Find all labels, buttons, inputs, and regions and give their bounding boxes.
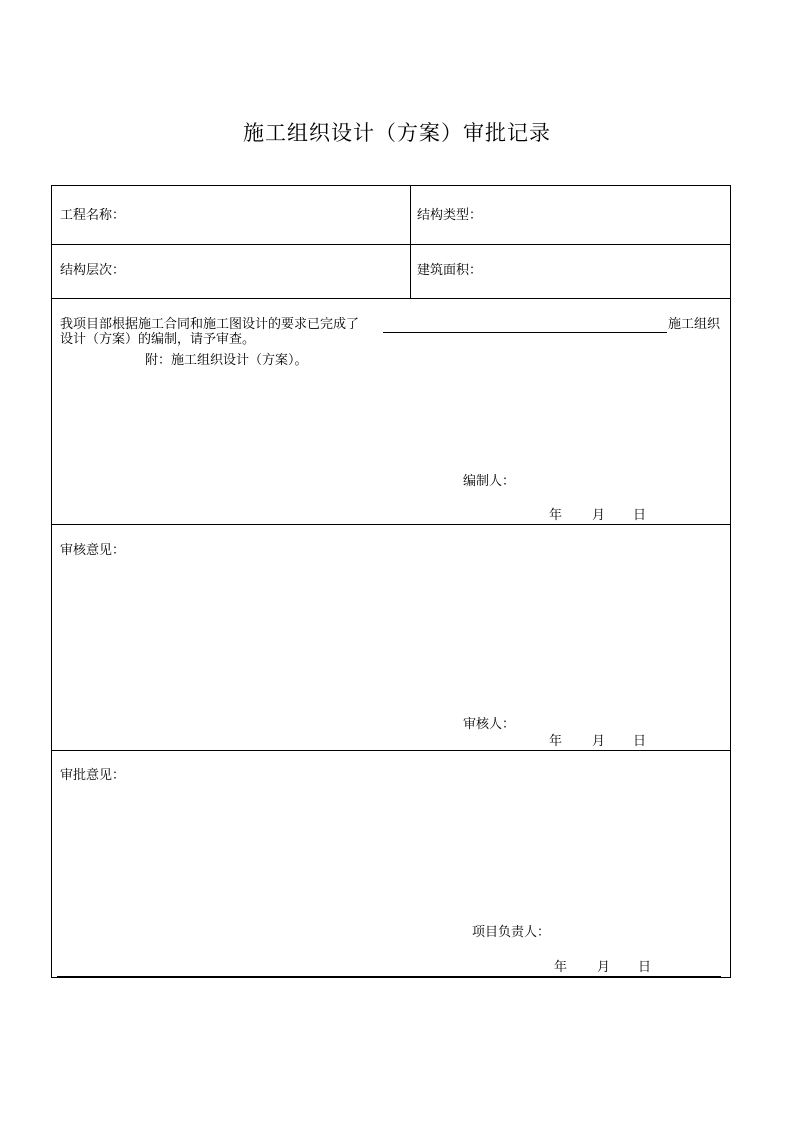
- building-area-label: 建筑面积：: [417, 263, 483, 278]
- row-divider-2: [52, 298, 730, 299]
- date-day: 日: [633, 734, 647, 749]
- date-day: 日: [638, 960, 652, 975]
- date-month: 月: [592, 508, 606, 523]
- signature-date-underline: [57, 976, 721, 977]
- attachment-note: 附：施工组织设计（方案）。: [145, 353, 308, 368]
- column-divider: [410, 186, 411, 298]
- approval-opinion-label: 审批意见：: [60, 768, 126, 783]
- date-year: 年: [554, 960, 568, 975]
- date-day: 日: [633, 508, 647, 523]
- project-manager-label: 项目负责人：: [472, 925, 551, 940]
- preparer-label: 编制人：: [463, 474, 516, 489]
- submission-text-end: 施工组织: [668, 317, 721, 332]
- date-year: 年: [549, 734, 563, 749]
- row-divider-3: [52, 524, 730, 525]
- structure-floors-label: 结构层次：: [60, 263, 126, 278]
- date-month: 月: [597, 960, 611, 975]
- row-divider-4: [52, 750, 730, 751]
- submission-text-line2: 设计（方案）的编制，请予审查。: [60, 332, 256, 347]
- approval-form-table: [51, 185, 731, 978]
- plan-name-underline: [383, 332, 667, 333]
- structure-type-label: 结构类型：: [417, 208, 483, 223]
- date-month: 月: [592, 734, 606, 749]
- review-opinion-label: 审核意见：: [60, 543, 126, 558]
- page-title: 施工组织设计（方案）审批记录: [243, 121, 551, 145]
- row-divider-1: [52, 244, 730, 245]
- submission-text-start: 我项目部根据施工合同和施工图设计的要求已完成了: [60, 317, 360, 332]
- project-name-label: 工程名称：: [60, 208, 126, 223]
- date-year: 年: [549, 508, 563, 523]
- reviewer-label: 审核人：: [463, 717, 516, 732]
